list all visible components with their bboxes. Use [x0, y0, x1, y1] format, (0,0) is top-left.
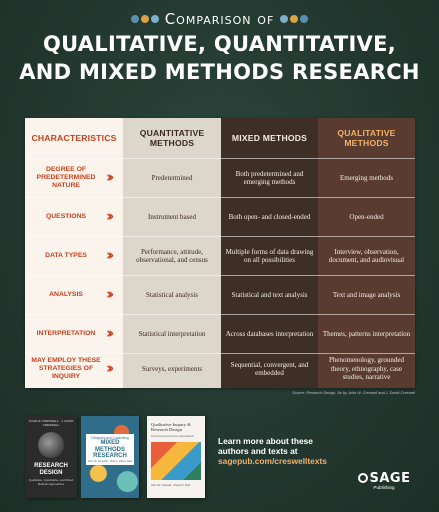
cell-quantitative: Performance, attitude, observational, and census	[136, 247, 208, 264]
cover-label	[86, 434, 134, 465]
header-title-line2: AND MIXED METHODS RESEARCH	[19, 60, 420, 84]
sage-logo	[354, 471, 414, 490]
double-chevron-icon: ››	[106, 246, 111, 264]
cell-qualitative: Themes, patterns interpretation	[322, 329, 411, 338]
book-title: RESEARCH DESIGN	[34, 463, 68, 476]
table-row	[25, 159, 415, 197]
book-title: MIXED METHODS RESEARCH	[93, 440, 127, 459]
promo-line1: Learn more about these	[218, 436, 313, 446]
book-subtitle: Qualitative, Quantitative, and Mixed Methods Approaches	[28, 478, 74, 486]
cell-quantitative: Statistical analysis	[146, 290, 198, 299]
row-label: DATA TYPES	[45, 252, 87, 259]
table-row	[25, 315, 415, 353]
cell-qualitative: Interview, observation, document, and audiovisual	[328, 247, 405, 264]
table-row	[25, 198, 415, 236]
row-label: QUESTIONS	[45, 213, 87, 220]
table-row	[25, 350, 415, 388]
header-mixed: MIXED METHODS	[231, 133, 308, 143]
book-authors: John W. Creswell · Vicki L. Plano Clark	[87, 459, 133, 463]
sage-publishing-label: Publishing	[373, 485, 395, 490]
cell-quantitative: Statistical interpretation	[138, 329, 206, 338]
header-qualitative: QUALITATIVE METHODS	[337, 128, 396, 148]
book-subtitle: Choosing Among Five Approaches	[151, 434, 194, 438]
promo-url-link[interactable]: sagepub.com/creswelltexts	[218, 456, 327, 466]
cell-qualitative: Phenomenology, grounded theory, ethnography, case studies, narrative	[329, 356, 404, 382]
header-quantitative: QUANTITATIVE METHODS	[139, 128, 205, 148]
cell-qualitative: Emerging methods	[340, 173, 393, 182]
book-top-line: Designing and Conducting	[91, 436, 129, 440]
cell-quantitative: Surveys, experiments	[141, 364, 203, 373]
row-label: INTERPRETATION	[36, 330, 96, 337]
decorative-dots-right	[280, 15, 308, 23]
row-label: MAY EMPLOY THESE STRATEGIES OF INQUIRY	[31, 357, 101, 380]
double-chevron-icon: ››	[106, 324, 111, 342]
table-row	[25, 237, 415, 275]
book-cover-mixed-methods[interactable]	[81, 416, 139, 498]
cell-qualitative: Text and image analysis	[332, 290, 401, 299]
double-chevron-icon: ››	[106, 207, 111, 225]
cell-quantitative: Instrument based	[147, 212, 196, 221]
table-row	[25, 276, 415, 314]
cell-mixed: Both predetermined and emerging methods	[235, 169, 304, 186]
source-citation: Source: Research Design, 5e by John W. Creswell and J. David Creswell	[292, 391, 415, 395]
sage-logo-text: SAGE	[369, 471, 411, 486]
cell-mixed: Across databases interpretation	[225, 329, 314, 338]
header-characteristics: CHARACTERISTICS	[31, 133, 117, 143]
double-chevron-icon: ››	[106, 168, 111, 186]
cell-quantitative: Predetermined	[151, 173, 193, 182]
header-comparison-of: Comparison of	[164, 10, 275, 28]
book-cover-research-design[interactable]	[25, 416, 77, 498]
cell-mixed: Sequential, convergent, and embedded	[230, 360, 309, 377]
comparison-table	[25, 118, 415, 388]
promo-text	[218, 436, 348, 466]
row-label: ANALYSIS	[49, 291, 83, 298]
cover-art	[151, 442, 201, 480]
book-title: Qualitative Inquiry & Research Design	[151, 422, 191, 433]
cell-mixed: Both open- and closed-ended	[228, 212, 311, 221]
cell-mixed: Multiple forms of data drawing on all possibilities	[225, 247, 314, 264]
double-chevron-icon: ››	[106, 359, 111, 377]
cell-qualitative: Open-ended	[349, 212, 384, 221]
book-cover-qualitative-inquiry[interactable]	[147, 416, 205, 498]
poster-header	[0, 8, 439, 86]
sage-wordmark	[354, 471, 414, 486]
header-line1	[0, 8, 439, 30]
row-label: DEGREE OF PREDETERMINED NATURE	[36, 166, 96, 189]
book-authors: John W. Creswell · Cheryl N. Poth	[151, 484, 191, 487]
header-title-line1: QUALITATIVE, QUANTITATIVE,	[42, 32, 397, 56]
cell-mixed: Statistical and text analysis	[231, 290, 308, 299]
decorative-dots-left	[131, 15, 159, 23]
book-authors: JOHN W. CRESWELL · J. DAVID CRESWELL	[28, 419, 74, 427]
promo-line2: authors and texts at	[218, 446, 298, 456]
sage-circle-icon	[358, 473, 368, 483]
double-chevron-icon: ››	[106, 285, 111, 303]
globe-image	[38, 432, 64, 458]
